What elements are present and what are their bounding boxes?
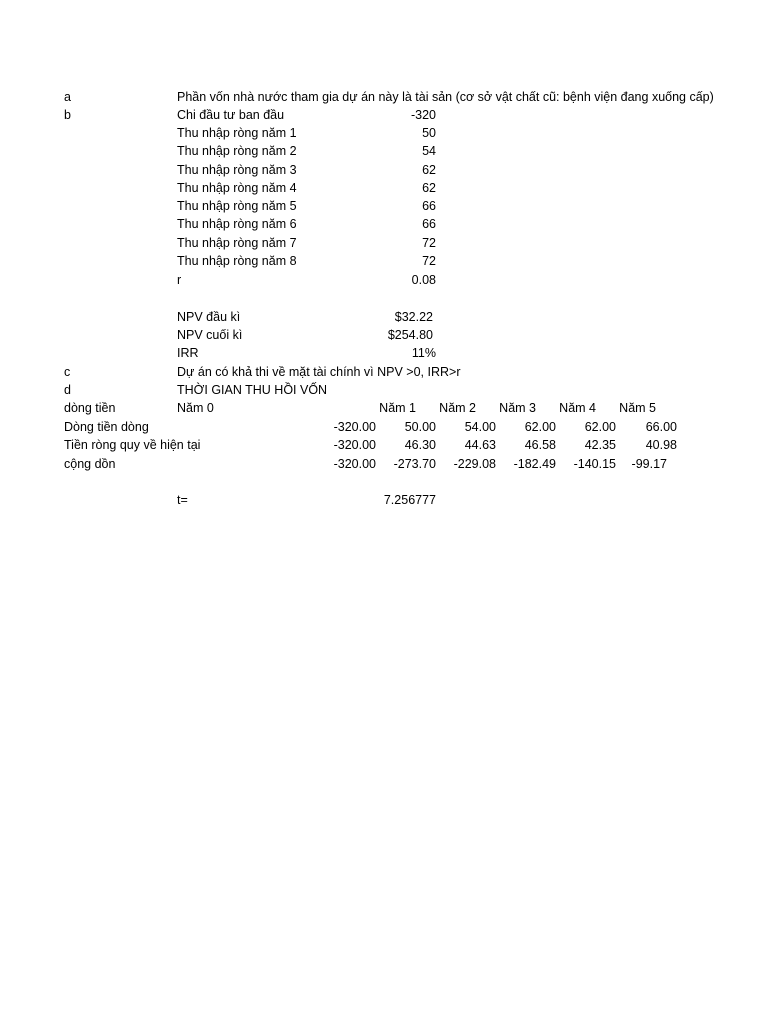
income-year-3-label: Thu nhập ròng năm 3 xyxy=(177,163,297,177)
income-year-3-value: 62 xyxy=(422,163,436,177)
discount-rate-value: 0.08 xyxy=(411,273,436,287)
cumulative-year-4: -140.15 xyxy=(573,457,616,471)
year-2-header: Năm 2 xyxy=(439,401,476,415)
section-b-label: b xyxy=(64,108,71,122)
discounted-cashflow-year-2: 44.63 xyxy=(464,438,496,452)
income-year-7-label: Thu nhập ròng năm 7 xyxy=(177,236,297,250)
cumulative-year-5: -99.17 xyxy=(631,457,667,471)
income-year-1-value: 50 xyxy=(422,126,436,140)
npv-start-value: $32.22 xyxy=(394,310,433,324)
discounted-cashflow-year-1: 46.30 xyxy=(404,438,436,452)
section-d-label: d xyxy=(64,383,71,397)
income-year-8-label: Thu nhập ròng năm 8 xyxy=(177,254,297,268)
income-year-5-value: 66 xyxy=(422,199,436,213)
net-cashflow-year-3: 62.00 xyxy=(524,420,556,434)
income-year-6-label: Thu nhập ròng năm 6 xyxy=(177,217,297,231)
discounted-cashflow-year-5: 40.98 xyxy=(645,438,677,452)
cumulative-year-3: -182.49 xyxy=(513,457,556,471)
discounted-cashflow-year-4: 42.35 xyxy=(584,438,616,452)
section-c-label: c xyxy=(64,365,71,379)
npv-start-label: NPV đầu kì xyxy=(177,310,241,324)
npv-end-label: NPV cuối kì xyxy=(177,328,243,342)
initial-investment-label: Chi đầu tư ban đầu xyxy=(177,108,285,122)
net-cashflow-year-4: 62.00 xyxy=(584,420,616,434)
initial-investment-value: -320 xyxy=(410,108,436,122)
net-cashflow-label: Dòng tiền dòng xyxy=(64,420,149,434)
irr-label: IRR xyxy=(177,346,199,360)
npv-end-value: $254.80 xyxy=(387,328,433,342)
net-cashflow-year-0: -320.00 xyxy=(333,420,376,434)
cumulative-year-2: -229.08 xyxy=(453,457,496,471)
income-year-6-value: 66 xyxy=(422,217,436,231)
section-a-label: a xyxy=(64,90,71,104)
cumulative-year-0: -320.00 xyxy=(333,457,376,471)
cashflow-header-label: dòng tiền xyxy=(64,401,116,415)
income-year-7-value: 72 xyxy=(422,236,436,250)
payback-t-value: 7.256777 xyxy=(383,493,436,507)
discount-rate-label: r xyxy=(177,273,182,287)
discounted-cashflow-year-3: 46.58 xyxy=(524,438,556,452)
income-year-2-value: 54 xyxy=(422,144,436,158)
income-year-5-label: Thu nhập ròng năm 5 xyxy=(177,199,297,213)
income-year-4-value: 62 xyxy=(422,181,436,195)
year-4-header: Năm 4 xyxy=(559,401,596,415)
year-1-header: Năm 1 xyxy=(379,401,416,415)
cumulative-label: cộng dồn xyxy=(64,457,116,471)
income-year-1-label: Thu nhập ròng năm 1 xyxy=(177,126,297,140)
income-year-8-value: 72 xyxy=(422,254,436,268)
discounted-cashflow-label: Tiền ròng quy về hiện tại xyxy=(64,438,201,452)
irr-value: 11% xyxy=(411,346,436,360)
section-a-text: Phần vốn nhà nước tham gia dự án này là tài sản (cơ sở vật chất cũ: bệnh viện đang xuống cấp) xyxy=(177,90,714,104)
year-0-header: Năm 0 xyxy=(177,401,214,415)
payback-t-label: t= xyxy=(177,493,188,507)
net-cashflow-year-5: 66.00 xyxy=(645,420,677,434)
income-year-4-label: Thu nhập ròng năm 4 xyxy=(177,181,297,195)
cumulative-year-1: -273.70 xyxy=(393,457,436,471)
net-cashflow-year-1: 50.00 xyxy=(404,420,436,434)
income-year-2-label: Thu nhập ròng năm 2 xyxy=(177,144,297,158)
payback-title: THỜI GIAN THU HỒI VỐN xyxy=(177,383,328,397)
year-3-header: Năm 3 xyxy=(499,401,536,415)
year-5-header: Năm 5 xyxy=(619,401,656,415)
discounted-cashflow-year-0: -320.00 xyxy=(333,438,376,452)
net-cashflow-year-2: 54.00 xyxy=(464,420,496,434)
section-c-text: Dự án có khả thi về mặt tài chính vì NPV >0, IRR>r xyxy=(177,365,461,379)
